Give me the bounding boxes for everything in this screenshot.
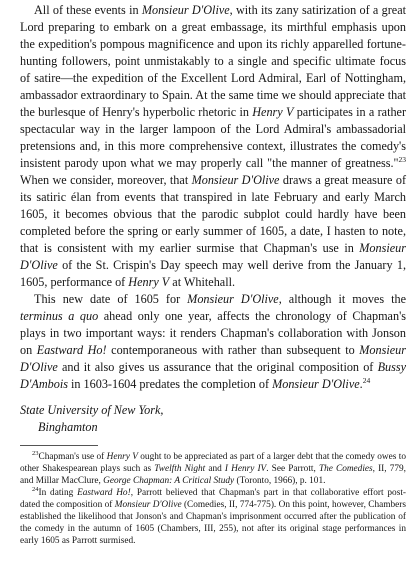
text-run: , II, 779, and Millar MacClure, — [20, 464, 406, 486]
text-run: ought to be appreciated as part of a larger debt that the comedy owes to other Shakespearean plays such as — [20, 452, 406, 474]
text-run: . See Parrott, — [266, 464, 319, 474]
text-run: (Comedies, II, 774-775). On this point, however, Chambers established the likelihood that Jonson's and Chapman's imprisonment occurred after the publication of the comedy in the autumn of 1605 (Chambers, III, 255), not after its original stage performances in early 1605 as Parrott surmised. — [20, 500, 407, 546]
footnote-reference: 24 — [362, 376, 371, 385]
italic-title-text: Monsieur D'Olive — [191, 173, 280, 187]
text-run: , Parrott believed that Chapman's part in that collaborative effort post-dated the composition of — [20, 488, 406, 510]
body-paragraph-2 — [20, 291, 406, 393]
text-run: contemporaneous with rather than subsequent to — [106, 343, 360, 357]
italic-title-text: Twelfth Night — [154, 464, 206, 474]
text-run: in 1603-1604 predates the completion of — [67, 377, 273, 391]
text-run: Chapman's use of — [38, 452, 107, 462]
text-run: and it also gives us assurance that the original composition of — [57, 360, 378, 374]
footnote-reference: 23 — [398, 155, 406, 164]
italic-title-text: Henry V — [106, 452, 138, 462]
text-run: , with its zany satirization of a great Lord preparing to embark on a great embassage, its mirthful emphasis upon the expedition's pompous magnificence and upon its richly apparelled fortune-hunting followers, point unmistakably to a single and specific ultimate focus of satire—the expedition of the Excellent Lord Admiral, Earl of Nottingham, ambassador extraordinary to Spain. At the same time we should appreciate that the burlesque of Henry's hyperbolic rhetoric in — [20, 3, 406, 119]
text-run: of the St. Crispin's Day speech may well derive from the January 1, 1605, performance of — [20, 258, 406, 289]
text-run: . — [359, 377, 363, 391]
footnote-24 — [20, 487, 406, 547]
text-run: at Whitehall. — [169, 275, 236, 289]
italic-title-text: Monsieur D'Olive — [272, 377, 360, 391]
text-run: and — [205, 464, 225, 474]
italic-title-text: Eastward Ho! — [77, 488, 131, 498]
italic-title-text: Henry V — [128, 275, 170, 289]
text-run: draws a great measure of its satiric élan from events that transpired in late February and early March 1605, it becomes obvious that the parodic subplot could hardly have been completed before the spring or early summer of 1605, a date, I hasten to note, that is consistent with my earlier surmise that Chapman's use in — [20, 173, 407, 255]
italic-title-text: George Chapman: A Critical Study — [103, 476, 235, 486]
italic-title-text: Henry V — [252, 105, 294, 119]
text-run: This new date of 1605 for — [34, 292, 188, 306]
affiliation-institution: State University of New York, — [20, 403, 164, 417]
text-run: (Toronto, 1966), p. 101. — [234, 476, 326, 486]
italic-title-text: The Comedies — [318, 464, 373, 474]
footnote-divider — [20, 445, 98, 446]
text-run: participates in a rather spectacular way in the larger lampoon of the Lord Admiral's ambassadorial pretensions and, in this more comprehensive context, illustrates the comedy's insistent parody upon what we may properly call "the manner of greatness." — [20, 105, 407, 170]
italic-title-text: Monsieur D'Olive — [141, 3, 230, 17]
italic-title-text: I Henry IV — [224, 464, 267, 474]
text-run: In dating — [38, 488, 78, 498]
italic-title-text: Monsieur D'Olive — [187, 292, 279, 306]
italic-title-text: Bussy D'Ambois — [20, 360, 406, 391]
text-run: ahead only one year, affects the chronology of Chapman's plays in two important ways: it renders Chapman's collaboration with Jonson on — [20, 309, 407, 357]
italic-title-text: Monsieur D'Olive — [114, 500, 182, 510]
author-affiliation — [20, 402, 406, 436]
italic-title-text: Monsieur D'Olive — [20, 343, 406, 374]
text-run: When we consider, moreover, that — [20, 173, 192, 187]
footnote-number: 23 — [32, 450, 39, 457]
italic-title-text: Monsieur D'Olive — [20, 241, 406, 272]
text-run: , although it moves the — [278, 292, 406, 306]
italic-title-text: Eastward Ho! — [36, 343, 107, 357]
text-run: All of these events in — [34, 3, 142, 17]
footnote-number: 24 — [32, 486, 39, 493]
italic-title-text: terminus a quo — [20, 309, 99, 323]
article-page — [0, 2, 420, 570]
footnote-23 — [20, 451, 406, 487]
body-paragraph-1 — [20, 2, 406, 291]
affiliation-location: Binghamton — [38, 420, 98, 434]
